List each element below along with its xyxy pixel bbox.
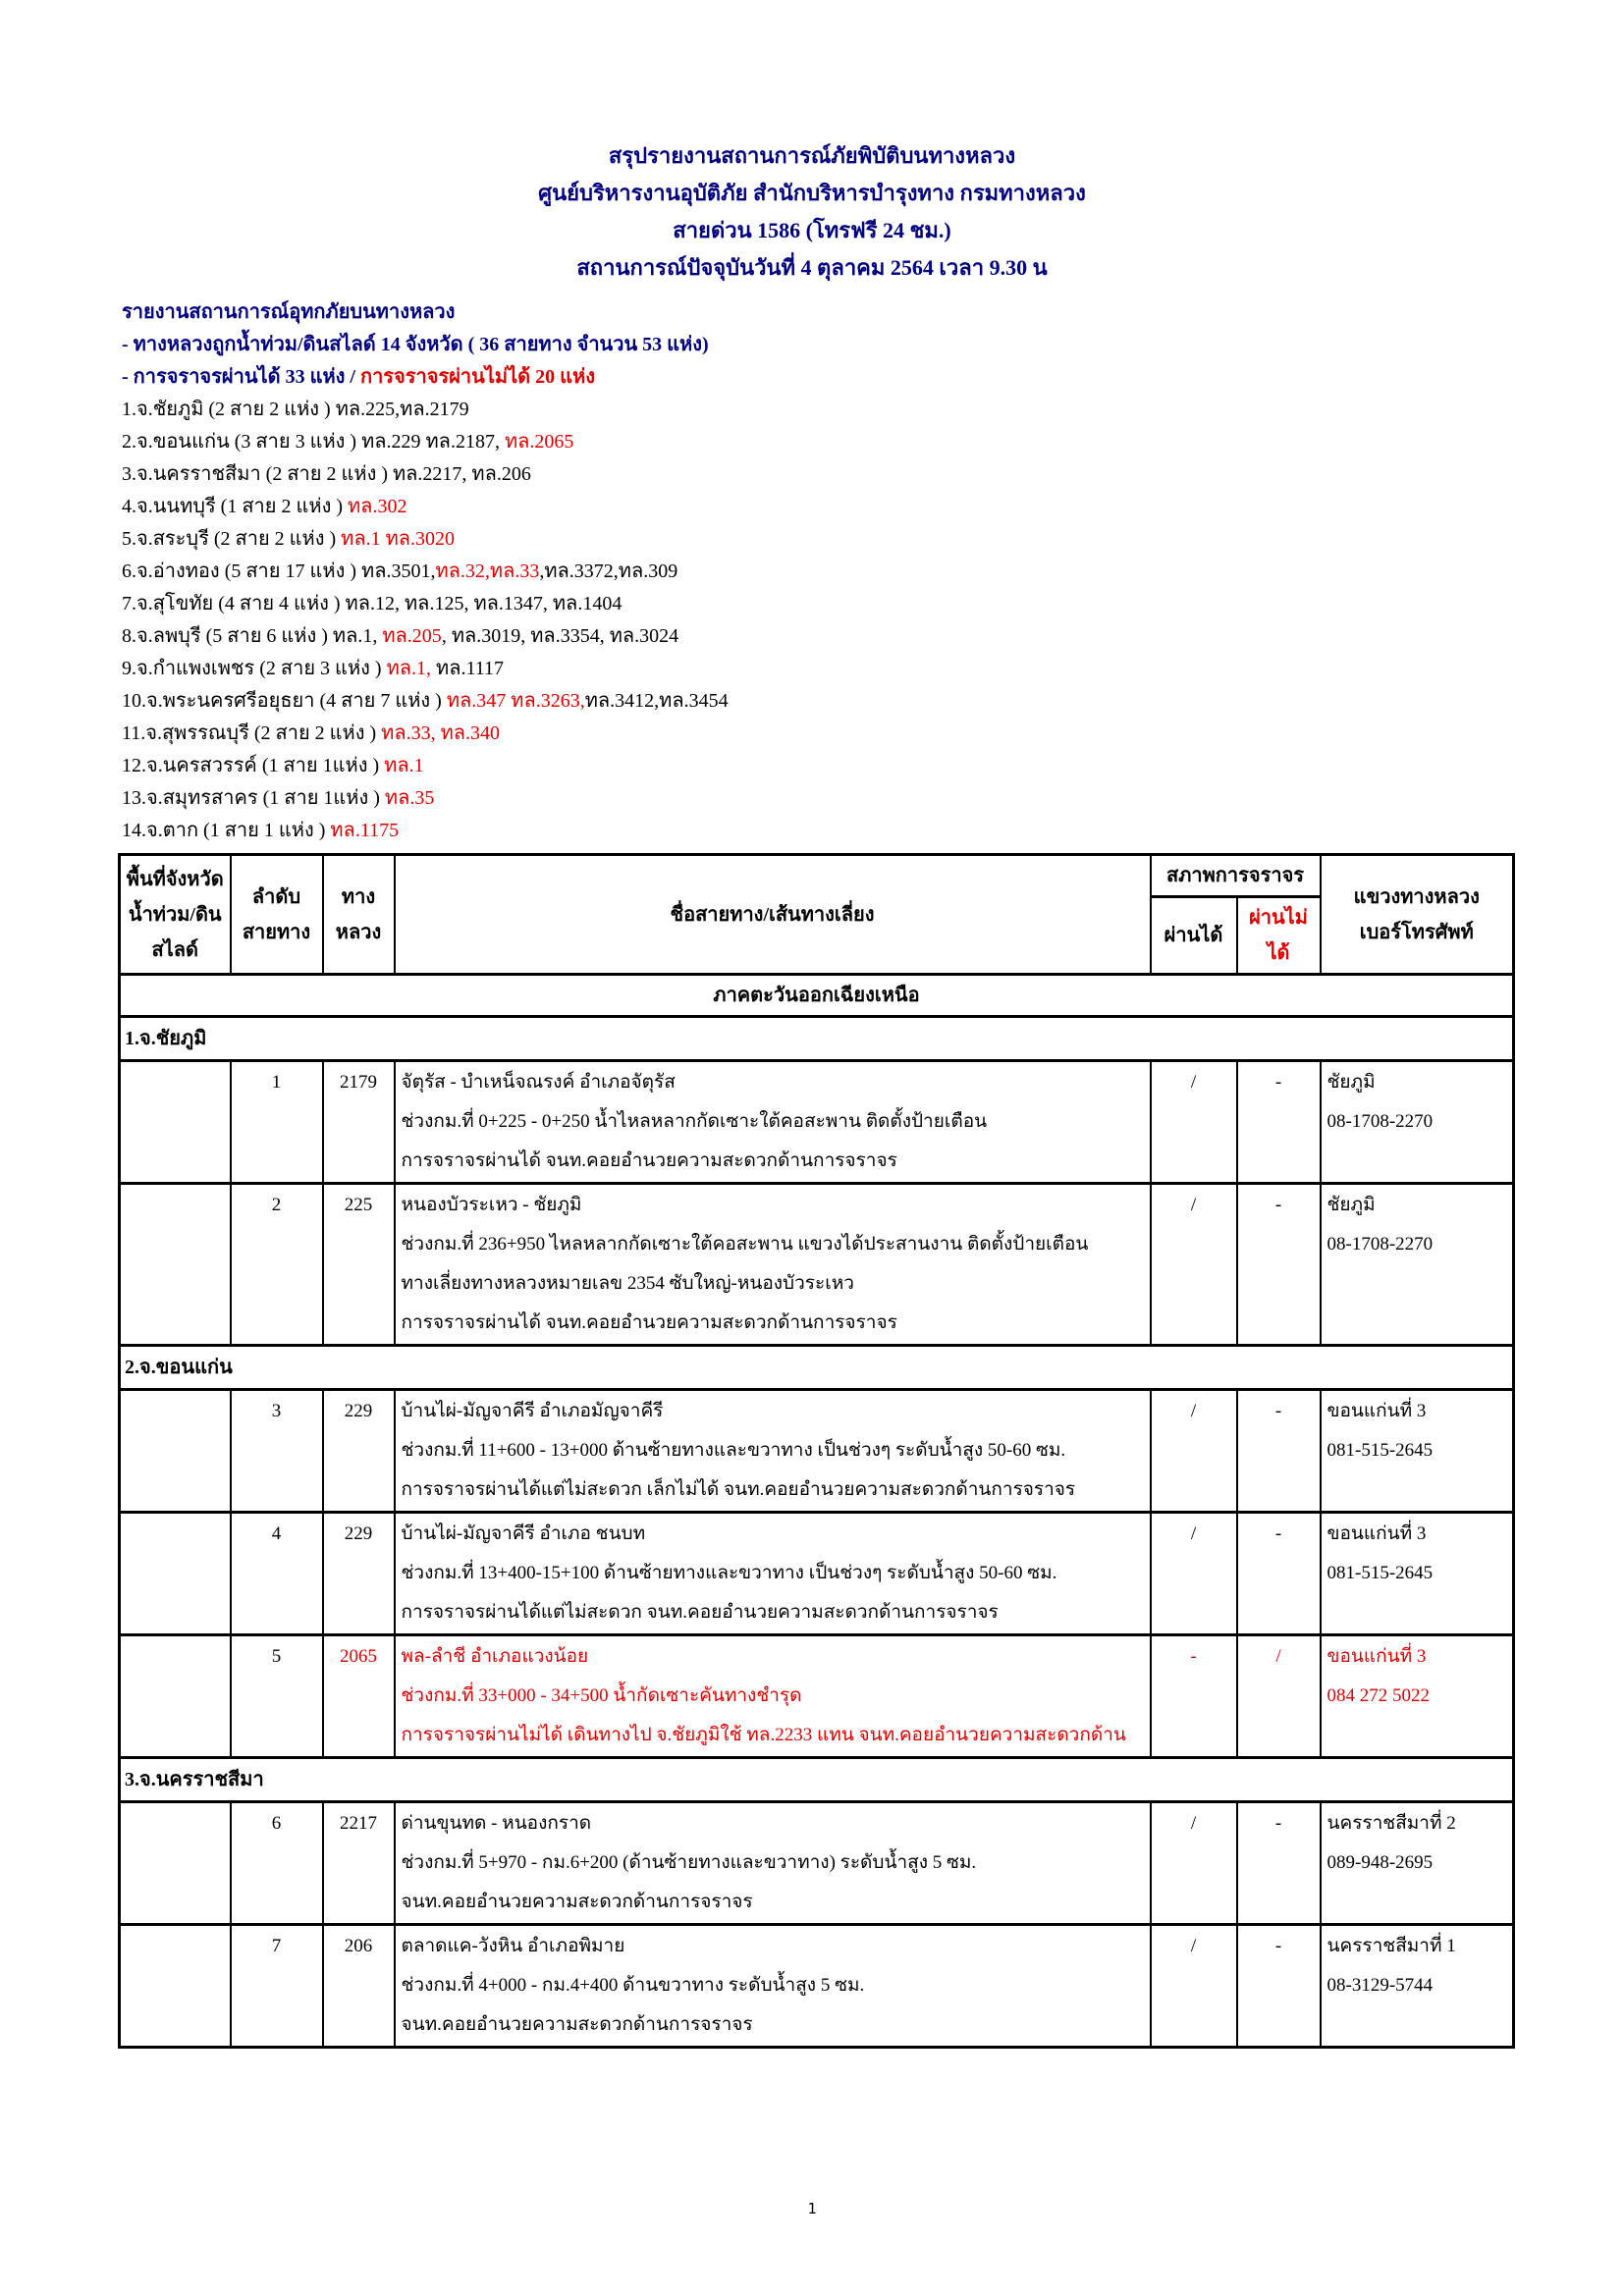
province-item <box>122 815 1624 847</box>
table-body <box>120 975 1514 2048</box>
route-description-line: ช่วงกม.ที่ 13+400-15+100 ด้านซ้ายทางและขวาทาง เป็นช่วงๆ ระดับน้ำสูง 50-60 ซม. <box>401 1563 1057 1583</box>
area-cell <box>120 1390 231 1513</box>
table-row <box>120 1635 1514 1758</box>
province-section-row <box>120 1758 1514 1802</box>
route-number-blocked: ทล.33, ทล.340 <box>381 722 501 744</box>
impassable-cell: - <box>1237 1802 1321 1925</box>
impassable-cell: - <box>1237 1061 1321 1184</box>
issuing-office: ศูนย์บริหารงานอุบัติภัย สำนักบริหารบำรุงทาง กรมทางหลวง <box>538 181 1086 205</box>
route-description-line: บ้านไผ่-มัญจาคีรี อำเภอมัญจาคีรี <box>401 1401 664 1421</box>
route-number-cell: 2217 <box>323 1802 395 1925</box>
province-section-title: 1.จ.ชัยภูมิ <box>120 1017 1514 1061</box>
province-item <box>122 458 1624 491</box>
province-text: 7.จ.สุโขทัย (4 สาย 4 แห่ง ) ทล.12, ทล.125, ทล.1347, ทล.1404 <box>122 593 623 614</box>
province-item <box>122 426 1624 458</box>
route-description-line: ช่วงกม.ที่ 236+950 ไหลหลากกัดเซาะใต้คอสะพาน แขวงได้ประสานงาน ติดตั้งป้ายเตือน <box>401 1234 1089 1255</box>
passable-cell: / <box>1151 1061 1237 1184</box>
district-phone: 08-1708-2270 <box>1326 1234 1434 1255</box>
route-number-blocked: ทล.2065 <box>504 431 574 453</box>
province-text: ทล.3412,ทล.3454 <box>584 690 729 712</box>
province-text: 3.จ.นครราชสีมา (2 สาย 2 แห่ง ) ทล.2217, ทล.206 <box>122 463 531 485</box>
province-text: 5.จ.สระบุรี (2 สาย 2 แห่ง ) <box>122 528 342 550</box>
route-number-cell: 2065 <box>323 1635 395 1758</box>
area-cell <box>120 1513 231 1635</box>
route-description-line: จัตุรัส - บำเหน็จณรงค์ อำเภอจัตุรัส <box>401 1072 676 1093</box>
seq-cell: 6 <box>231 1802 323 1925</box>
col-header-impassable: ผ่านไม่ได้ <box>1237 897 1321 975</box>
route-description-line: ช่วงกม.ที่ 4+000 - กม.4+400 ด้านขวาทาง ระดับน้ำสูง 5 ซม. <box>401 1975 865 1996</box>
route-number-blocked: ทล.347 ทล.3263, <box>446 690 585 712</box>
table-row <box>120 1061 1514 1184</box>
table-row <box>120 1802 1514 1925</box>
province-section-title: 2.จ.ขอนแก่น <box>120 1346 1514 1390</box>
col-header-seq: ลำดับ สายทาง <box>231 855 323 975</box>
province-text: 6.จ.อ่างทอง (5 สาย 17 แห่ง ) ทล.3501, <box>122 561 436 582</box>
route-description-line: การจราจรผ่านได้ จนท.คอยอำนวยความสะดวกด้านการจราจร <box>401 1150 897 1171</box>
province-text: 12.จ.นครสวรรค์ (1 สาย 1แห่ง ) <box>122 755 385 776</box>
seq-cell: 3 <box>231 1390 323 1513</box>
district-phone: 089-948-2695 <box>1326 1852 1434 1873</box>
route-description-cell <box>395 1513 1151 1635</box>
summary-title: รายงานสถานการณ์อุทกภัยบนทางหลวง <box>122 301 456 323</box>
district-cell <box>1321 1802 1514 1925</box>
route-number-blocked: ทล.35 <box>384 787 435 809</box>
province-text: 10.จ.พระนครศรีอยุธยา (4 สาย 7 แห่ง ) <box>122 690 447 712</box>
district-cell <box>1321 1184 1514 1346</box>
col-header-area: พื้นที่จังหวัด น้ำท่วม/ดินสไลด์ <box>120 855 231 975</box>
province-text: , ทล.3019, ทล.3354, ทล.3024 <box>441 625 679 647</box>
province-item <box>122 620 1624 653</box>
route-number-blocked: ทล.302 <box>348 496 407 517</box>
district-cell <box>1321 1635 1514 1758</box>
flood-summary <box>122 296 1624 847</box>
province-section-row <box>120 1346 1514 1390</box>
route-description-cell <box>395 1635 1151 1758</box>
province-text: 14.จ.ตาก (1 สาย 1 แห่ง ) <box>122 820 331 841</box>
province-text: 9.จ.กำแพงเพชร (2 สาย 3 แห่ง ) <box>122 658 387 679</box>
col-header-passable: ผ่านได้ <box>1151 897 1237 975</box>
area-cell <box>120 1061 231 1184</box>
table-row <box>120 1390 1514 1513</box>
route-description-line: ด่านขุนทด - หนองกราด <box>401 1813 592 1834</box>
district-phone: 081-515-2645 <box>1326 1440 1434 1461</box>
district-phone: 081-515-2645 <box>1326 1563 1434 1583</box>
report-datetime: สถานการณ์ปัจจุบันวันที่ 4 ตุลาคม 2564 เวลา 9.30 น <box>576 255 1048 280</box>
col-header-traffic: สภาพการจราจร <box>1151 855 1321 897</box>
impassable-cell: - <box>1237 1513 1321 1635</box>
col-header-route: ทาง หลวง <box>323 855 395 975</box>
report-title: สรุปรายงานสถานการณ์ภัยพิบัติบนทางหลวง <box>608 143 1016 168</box>
route-description-line: หนองบัวระเหว - ชัยภูมิ <box>401 1195 582 1215</box>
page-footer <box>0 2200 1624 2217</box>
route-description-cell <box>395 1184 1151 1346</box>
passable-cell: / <box>1151 1513 1237 1635</box>
district-phone: 08-3129-5744 <box>1326 1975 1434 1996</box>
province-item <box>122 523 1624 556</box>
area-cell <box>120 1635 231 1758</box>
route-description-line: พล-ลำชี อำเภอแวงน้อย <box>401 1646 589 1667</box>
seq-cell: 1 <box>231 1061 323 1184</box>
impassable-cell: - <box>1237 1184 1321 1346</box>
route-description-line: ตลาดแค-วังหิน อำเภอพิมาย <box>401 1936 625 1956</box>
region-header: ภาคตะวันออกเฉียงเหนือ <box>120 975 1514 1017</box>
route-number-blocked: ทล.1, <box>386 658 432 679</box>
district-name: ชัยภูมิ <box>1326 1072 1376 1093</box>
route-description-cell <box>395 1802 1151 1925</box>
route-description-line: จนท.คอยอำนวยความสะดวกด้านการจราจร <box>401 2014 753 2035</box>
province-item <box>122 782 1624 815</box>
province-item <box>122 718 1624 750</box>
route-description-cell <box>395 1925 1151 2048</box>
district-name: นครราชสีมาที่ 2 <box>1326 1813 1456 1834</box>
route-number-cell: 2179 <box>323 1061 395 1184</box>
province-item <box>122 685 1624 718</box>
seq-cell: 2 <box>231 1184 323 1346</box>
province-text: 13.จ.สมุทรสาคร (1 สาย 1แห่ง ) <box>122 787 385 809</box>
district-phone: 08-1708-2270 <box>1326 1111 1434 1132</box>
district-name: ขอนแก่นที่ 3 <box>1326 1646 1427 1667</box>
col-header-district: แขวงทางหลวง เบอร์โทรศัพท์ <box>1321 855 1514 975</box>
route-number-blocked: ทล.32,ทล.33 <box>435 561 540 582</box>
district-phone: 084 272 5022 <box>1326 1685 1431 1706</box>
province-text: ทล.1117 <box>431 658 504 679</box>
district-name: ชัยภูมิ <box>1326 1195 1376 1215</box>
province-text: 11.จ.สุพรรณบุรี (2 สาย 2 แห่ง ) <box>122 722 382 744</box>
summary-traffic-line <box>122 361 1624 394</box>
page-number: 1 <box>807 2200 817 2217</box>
route-number-blocked: ทล.1 ทล.3020 <box>341 528 456 550</box>
passable-cell: / <box>1151 1184 1237 1346</box>
route-description-line: ทางเลี่ยงทางหลวงหมายเลข 2354 ซับใหญ่-หนองบัวระเหว <box>401 1273 854 1294</box>
province-item <box>122 394 1624 426</box>
route-number-cell: 229 <box>323 1513 395 1635</box>
passable-cell: / <box>1151 1802 1237 1925</box>
impassable-cell: - <box>1237 1925 1321 2048</box>
province-section-title: 3.จ.นครราชสีมา <box>120 1758 1514 1802</box>
route-number-cell: 229 <box>323 1390 395 1513</box>
district-cell <box>1321 1061 1514 1184</box>
passable-cell: / <box>1151 1925 1237 2048</box>
route-description-line: การจราจรผ่านได้แต่ไม่สะดวก เล็กไม่ได้ จนท.คอยอำนวยความสะดวกด้านการจราจร <box>401 1479 1076 1500</box>
route-number-cell: 206 <box>323 1925 395 2048</box>
province-list <box>122 394 1624 847</box>
district-cell <box>1321 1925 1514 2048</box>
route-description-line: การจราจรผ่านไม่ได้ เดินทางไป จ.ชัยภูมิใช้ ทล.2233 แทน จนท.คอยอำนวยความสะดวกด้าน <box>401 1725 1126 1745</box>
route-number-blocked: ทล.205 <box>382 625 442 647</box>
route-number-cell: 225 <box>323 1184 395 1346</box>
area-cell <box>120 1802 231 1925</box>
table-row <box>120 1925 1514 2048</box>
province-text: ,ทล.3372,ทล.309 <box>539 561 678 582</box>
province-item <box>122 588 1624 620</box>
route-description-line: การจราจรผ่านได้แต่ไม่สะดวก จนท.คอยอำนวยความสะดวกด้านการจราจร <box>401 1602 999 1623</box>
route-description-cell <box>395 1390 1151 1513</box>
route-description-line: ช่วงกม.ที่ 5+970 - กม.6+200 (ด้านซ้ายทางและขวาทาง) ระดับน้ำสูง 5 ซม. <box>401 1852 977 1873</box>
province-item <box>122 750 1624 782</box>
area-cell <box>120 1184 231 1346</box>
province-text: 8.จ.ลพบุรี (5 สาย 6 แห่ง ) ทล.1, <box>122 625 383 647</box>
route-description-line: จนท.คอยอำนวยความสะดวกด้านการจราจร <box>401 1892 753 1912</box>
flood-situation-table <box>118 853 1515 2049</box>
route-description-cell <box>395 1061 1151 1184</box>
province-item <box>122 491 1624 523</box>
impassable-cell: / <box>1237 1635 1321 1758</box>
route-number-blocked: ทล.1 <box>384 755 424 776</box>
route-number-blocked: ทล.1175 <box>330 820 400 841</box>
impassable-cell: - <box>1237 1390 1321 1513</box>
route-description-line: บ้านไผ่-มัญจาคีรี อำเภอ ชนบท <box>401 1523 646 1544</box>
district-name: ขอนแก่นที่ 3 <box>1326 1523 1427 1544</box>
district-name: ขอนแก่นที่ 3 <box>1326 1401 1427 1421</box>
passable-cell: - <box>1151 1635 1237 1758</box>
district-cell <box>1321 1513 1514 1635</box>
province-item <box>122 653 1624 685</box>
hotline: สายด่วน 1586 (โทรฟรี 24 ชม.) <box>673 218 951 242</box>
route-description-line: ช่วงกม.ที่ 11+600 - 13+000 ด้านซ้ายทางและขวาทาง เป็นช่วงๆ ระดับน้ำสูง 50-60 ซม. <box>401 1440 1066 1461</box>
district-name: นครราชสีมาที่ 1 <box>1326 1936 1456 1956</box>
province-item <box>122 556 1624 588</box>
seq-cell: 7 <box>231 1925 323 2048</box>
district-cell <box>1321 1390 1514 1513</box>
summary-flood-line: - ทางหลวงถูกน้ำท่วม/ดินสไลด์ 14 จังหวัด ( 36 สายทาง จำนวน 53 แห่ง) <box>122 334 709 355</box>
traffic-blocked-count: การจราจรผ่านไม่ได้ 20 แห่ง <box>359 366 595 388</box>
route-description-line: การจราจรผ่านได้ จนท.คอยอำนวยความสะดวกด้านการจราจร <box>401 1312 897 1333</box>
area-cell <box>120 1925 231 2048</box>
col-header-route-name: ชื่อสายทาง/เส้นทางเลี่ยง <box>395 855 1151 975</box>
seq-cell: 5 <box>231 1635 323 1758</box>
table-row <box>120 1513 1514 1635</box>
province-text: 2.จ.ขอนแก่น (3 สาย 3 แห่ง ) ทล.229 ทล.2187, <box>122 431 505 453</box>
region-header-row <box>120 975 1514 1017</box>
route-description-line: ช่วงกม.ที่ 0+225 - 0+250 น้ำไหลหลากกัดเซาะใต้คอสะพาน ติดตั้งป้ายเตือน <box>401 1111 988 1132</box>
table-header <box>120 855 1514 975</box>
route-description-line: ช่วงกม.ที่ 33+000 - 34+500 น้ำกัดเซาะคันทางชำรุด <box>401 1685 802 1706</box>
seq-cell: 4 <box>231 1513 323 1635</box>
province-text: 1.จ.ชัยภูมิ (2 สาย 2 แห่ง ) ทล.225,ทล.2179 <box>122 399 469 420</box>
province-section-row <box>120 1017 1514 1061</box>
table-row <box>120 1184 1514 1346</box>
passable-cell: / <box>1151 1390 1237 1513</box>
traffic-passable-count: - การจราจรผ่านได้ 33 แห่ง / <box>122 366 360 388</box>
province-text: 4.จ.นนทบุรี (1 สาย 2 แห่ง ) <box>122 496 348 517</box>
document-header <box>0 0 1624 287</box>
